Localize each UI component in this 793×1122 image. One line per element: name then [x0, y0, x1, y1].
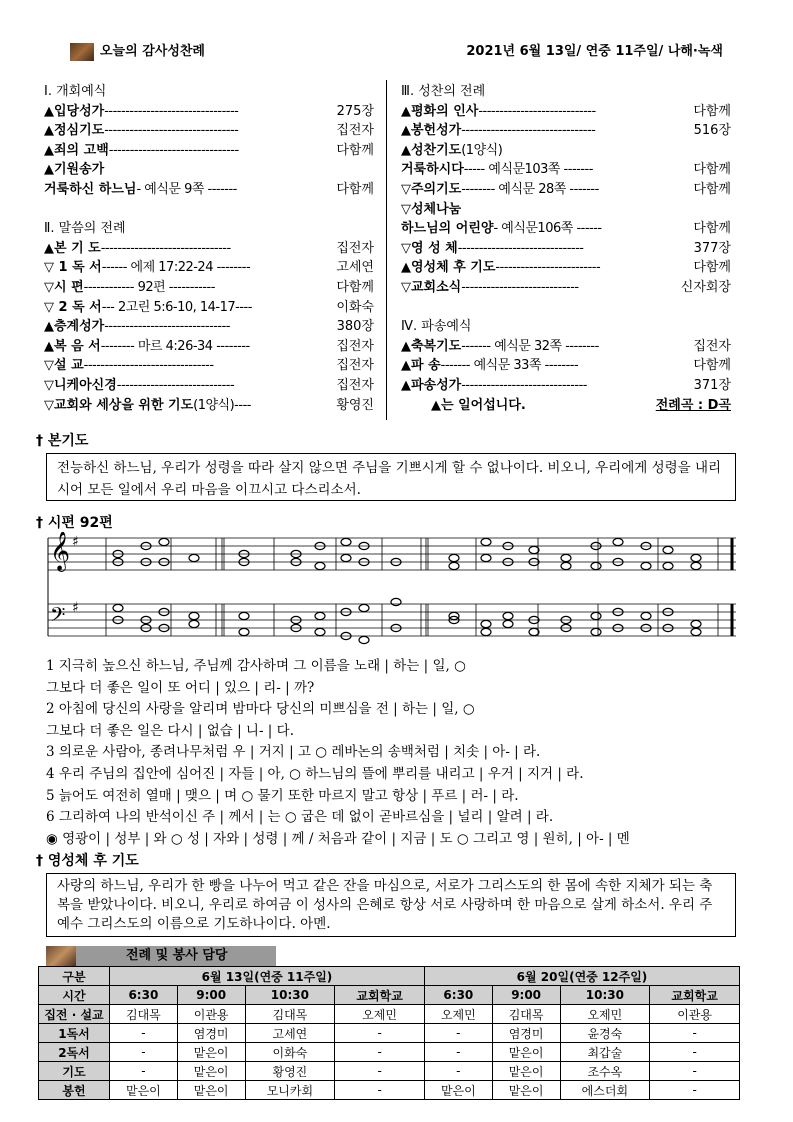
service-item-value: 집전자 [336, 338, 374, 354]
service-item-value: 집전자 [336, 240, 374, 256]
header-date-info: 2021년 6월 13일/ 연중 11주일/ 나해·녹색 [466, 44, 723, 59]
service-item [401, 200, 731, 220]
table-cell: - [110, 1024, 178, 1043]
table-cell: 맡은이 [492, 1062, 560, 1081]
note-head [341, 554, 351, 561]
service-item-label: ▲정심기도 [44, 123, 105, 139]
page-header [70, 40, 723, 62]
note-head [315, 562, 325, 569]
service-item-label: ▲봉헌성가 [401, 123, 462, 139]
service-item-detail: ------------------------------ [457, 240, 584, 256]
table-cell: 맡은이 [492, 1043, 560, 1062]
service-item [401, 376, 731, 396]
service-item-value: 275장 [336, 103, 374, 119]
note-head [359, 604, 369, 611]
service-item-label: ▲파송성가 [401, 377, 462, 393]
note-head [691, 562, 701, 569]
service-item-detail: ------------------------------- [83, 358, 214, 374]
note-head [481, 620, 491, 627]
service-item-detail: ------------------------- [495, 260, 601, 276]
service-item-label: ▲죄의 고백 [44, 142, 109, 158]
table-cell: 오제민 [335, 1005, 425, 1024]
service-item-value: 다함께 [693, 260, 731, 276]
service-item-detail: ------- 예식문 32쪽 -------- [461, 338, 599, 354]
service-item-value: 다함께 [336, 142, 374, 158]
table-cell: 이화숙 [245, 1043, 335, 1062]
table-cell: - [335, 1062, 425, 1081]
service-item-detail: ---------------------------- [461, 279, 579, 295]
header-title: 오늘의 감사성찬례 [100, 44, 205, 59]
sharp-sign-icon: ♯ [72, 600, 79, 616]
service-item-label: ▲입당성가 [44, 103, 105, 119]
note-head [239, 612, 249, 619]
table-time-cell: 9:00 [492, 986, 560, 1005]
service-item-label: 하느님의 어린양 [401, 221, 494, 237]
collect-text: 전능하신 하느님, 우리가 성령을 따라 살지 않으면 주님을 기쁘시게 할 수 없나이다. 비오니, 우리에게 성령을 내리시어 모든 일에서 우리 마음을 이끄시고 다스리소서. [46, 453, 736, 501]
order-of-service-left [44, 82, 374, 415]
note-head [189, 554, 199, 561]
table-cell: 김대목 [492, 1005, 560, 1024]
service-item-label: 거룩하시다 [401, 162, 464, 178]
psalm-verse-line: 그보다 더 좋은 일은 다시 | 없습 | 니- | 다. [46, 722, 294, 739]
service-item [401, 337, 731, 357]
service-item-label: ▲파 송 [401, 358, 441, 374]
service-item-value: 다함께 [693, 358, 731, 374]
service-item-label: ▲복 음 서 [44, 338, 101, 354]
note-head [449, 554, 459, 561]
service-item [401, 160, 731, 180]
service-item [401, 239, 731, 259]
table-cell: 김대목 [245, 1005, 335, 1024]
table-cell: 염경미 [492, 1024, 560, 1043]
note-head [529, 546, 539, 553]
service-item [401, 141, 731, 161]
service-item-detail: ------------------------------ [461, 377, 587, 393]
service-item [44, 298, 374, 318]
table-time-cell: 6:30 [110, 986, 178, 1005]
sharp-sign-icon: ♯ [72, 534, 79, 550]
service-item [401, 121, 731, 141]
service-item-label: ▽니케아신경 [44, 377, 117, 393]
service-item-detail: (1양식) [461, 142, 503, 158]
service-item-value: 371장 [693, 377, 731, 393]
note-head [663, 546, 673, 553]
note-head [315, 628, 325, 635]
table-cell: 에스더회 [560, 1081, 650, 1100]
service-item-detail: -------------------------------- [104, 123, 239, 139]
table-time-cell: 10:30 [245, 986, 335, 1005]
psalm-verse-line: 6 그리하여 나의 반석이신 주 | 께서 | 는 ○ 굽은 데 없이 곧바르심을 | 널리 | 알려 | 라. [46, 809, 554, 826]
table-cell: 맡은이 [177, 1081, 245, 1100]
note-head [591, 562, 601, 569]
table-header-group: 구분 [39, 967, 110, 986]
service-item-detail: ---------------------------- [116, 377, 235, 393]
note-head [591, 612, 601, 619]
table-cell: 염경미 [177, 1024, 245, 1043]
service-item-detail: ------------------------------- [100, 240, 231, 256]
service-item-label: ▲축복기도 [401, 338, 462, 354]
service-item [401, 219, 731, 239]
table-cell: 맡은이 [177, 1043, 245, 1062]
table-cell: - [424, 1043, 492, 1062]
table-cell: - [424, 1024, 492, 1043]
service-item [44, 278, 374, 298]
service-item [44, 160, 374, 180]
psalm-chant-score [46, 532, 738, 648]
table-cell: 모니카회 [245, 1081, 335, 1100]
service-item-label: ▽ 2 독 서 [44, 299, 102, 315]
table-row [39, 1062, 740, 1081]
note-head [613, 538, 623, 545]
table-cell: 오제민 [424, 1005, 492, 1024]
service-item-label: ▲영성체 후 기도 [401, 260, 496, 276]
note-head [503, 620, 513, 627]
psalm-verse-line: 1 지극히 높으신 하느님, 주님께 감사하며 그 이름을 노래 | 하는 | 일, ○ [46, 658, 466, 674]
service-item [44, 141, 374, 161]
service-item-detail: --- 2고린 5:6-10, 14-17---- [101, 299, 252, 315]
note-head [641, 612, 651, 619]
note-head [189, 620, 199, 627]
table-row [39, 1024, 740, 1043]
service-item-value: 고세연 [336, 260, 374, 276]
note-head [315, 612, 325, 619]
service-item [401, 102, 731, 122]
service-item-label: ▽영 성 체 [401, 240, 458, 256]
service-item-label: ▽설 교 [44, 358, 84, 374]
table-time-cell: 9:00 [177, 986, 245, 1005]
table-time-label: 시간 [39, 986, 110, 1005]
service-item-value: 다함께 [336, 279, 374, 295]
table-cell: - [650, 1024, 740, 1043]
header-left [70, 40, 205, 61]
table-cell: 맡은이 [492, 1081, 560, 1100]
service-item [44, 180, 374, 200]
note-head [691, 620, 701, 627]
note-head [503, 612, 513, 619]
service-item-value: 377장 [693, 240, 731, 256]
table-cell: 이관용 [177, 1005, 245, 1024]
service-item [44, 258, 374, 278]
table-cell: - [110, 1043, 178, 1062]
psalm-verse-line: 5 늙어도 여전히 열매 | 맺으 | 며 ○ 물기 또한 마르지 말고 항상 | 푸르 | 러- | 라. [46, 787, 519, 804]
table-cell: 맡은이 [177, 1062, 245, 1081]
note-head [663, 562, 673, 569]
table-time-cell: 6:30 [424, 986, 492, 1005]
table-cell: 고세연 [245, 1024, 335, 1043]
prelude-label: 전례곡 : D곡 [655, 397, 731, 413]
service-item [44, 102, 374, 122]
table-header-week2: 6월 20일(연중 12주일) [424, 967, 739, 986]
service-item-value: 신자회장 [680, 279, 731, 295]
service-item-value: 집전자 [336, 123, 374, 139]
service-item-detail: ------------ 92편 ----------- [83, 279, 215, 295]
service-item-label: ▲층계성가 [44, 319, 105, 335]
table-cell: - [650, 1043, 740, 1062]
table-row-label: 기도 [39, 1062, 110, 1081]
service-item-label: ▲평화의 인사 [401, 103, 479, 119]
service-item-label: ▽성체나눔 [401, 201, 462, 217]
note-head [529, 628, 539, 635]
service-item [44, 356, 374, 376]
service-item-label: ▽주의기도 [401, 181, 462, 197]
psalm-verse-line: 4 우리 주님의 집안에 심어진 | 자들 | 아, ○ 하느님의 뜰에 뿌리를 내리고 | 우거 | 지거 | 라. [46, 765, 584, 782]
service-item-detail: - 예식문106쪽 ------ [493, 221, 602, 237]
note-head [691, 554, 701, 561]
table-row-label: 1독서 [39, 1024, 110, 1043]
service-item-detail: ---------------------------- [478, 103, 596, 119]
table-cell: 최갑술 [560, 1043, 650, 1062]
psalm-verse-line: ◉ 영광이 | 성부 | 와 ○ 성 | 자와 | 성령 | 께 / 처음과 같이 | 지금 | 도 ○ 그리고 영 | 원히, | 아- | 멘 [46, 830, 630, 847]
service-item-detail: ------ 에제 17:22-24 -------- [101, 260, 251, 276]
service-item-label: ▲기원송가 [44, 162, 105, 178]
table-cell: - [335, 1081, 425, 1100]
service-item-detail: - 예식문 9쪽 ------- [136, 181, 237, 197]
service-item-label: ▽교회소식 [401, 279, 462, 295]
table-cell: 맡은이 [110, 1081, 178, 1100]
service-item-value: 집전자 [336, 358, 374, 374]
service-item-value: 황영진 [336, 397, 374, 413]
service-item-value: 다함께 [693, 162, 731, 178]
service-item [401, 278, 731, 298]
psalm-verse-line: 3 의로운 사람아, 종려나무처럼 우 | 거지 | 고 ○ 레바논의 송백처럼 | 치솟 | 아- | 라. [46, 744, 541, 761]
service-item-label: ▲본 기 도 [44, 240, 101, 256]
standing-note [401, 396, 731, 416]
note-head [481, 538, 491, 545]
psalm-verse-line: 2 아침에 당신의 사랑을 알리며 밤마다 당신의 미쁘심을 전 | 하는 | 일, ○ [46, 701, 475, 718]
treble-clef-icon: 𝄞 [50, 532, 71, 571]
note-head [561, 562, 571, 569]
service-item [401, 356, 731, 376]
duty-table-title: 전례 및 봉사 담당 [126, 948, 228, 963]
table-cell: 맡은이 [424, 1081, 492, 1100]
service-item-label: ▽시 편 [44, 279, 84, 295]
service-item-detail: ------------------------------ [104, 319, 230, 335]
church-logo-icon [70, 43, 94, 61]
service-item-value: 다함께 [693, 221, 731, 237]
service-item-value: 516장 [693, 123, 731, 139]
service-item-detail: -------------------------------- [461, 123, 596, 139]
standing-note-text: ▲는 일어섭니다. [431, 397, 526, 413]
table-cell: - [335, 1043, 425, 1062]
note-head [561, 554, 571, 561]
section-title: Ⅱ. 말씀의 전례 [44, 221, 126, 237]
service-item-detail: -------- 마르 4:26-34 -------- [100, 338, 250, 354]
service-item [401, 258, 731, 278]
column-divider [386, 80, 387, 420]
note-head [341, 538, 351, 545]
service-item-detail: ------- 예식문 33쪽 -------- [440, 358, 579, 374]
service-item-label: ▲성찬기도 [401, 142, 462, 158]
table-row-label: 집전 · 설교 [39, 1005, 110, 1024]
service-item-value: 이화숙 [336, 299, 374, 315]
service-item-label: ▽교회와 세상을 위한 기도 [44, 397, 194, 413]
note-head [239, 628, 249, 635]
table-cell: 오제민 [560, 1005, 650, 1024]
service-item-detail [104, 160, 374, 180]
table-cell: - [424, 1062, 492, 1081]
duty-table-title-bar [46, 946, 276, 966]
postcommunion-heading: † 영성체 후 기도 [36, 853, 139, 869]
section-title: Ⅳ. 파송예식 [401, 319, 472, 335]
service-item [44, 337, 374, 357]
bass-clef-icon: 𝄢 [50, 603, 66, 631]
table-cell: 윤경숙 [560, 1024, 650, 1043]
service-item-value: 380장 [336, 319, 374, 335]
note-head [691, 628, 701, 635]
service-item-value: 집전자 [336, 377, 374, 393]
table-cell: - [335, 1024, 425, 1043]
note-head [391, 598, 401, 605]
service-item-value: 다함께 [336, 181, 374, 197]
note-head [591, 628, 601, 635]
psalm-heading: † 시편 92편 [36, 515, 113, 531]
note-head [481, 628, 491, 635]
table-cell: - [650, 1062, 740, 1081]
service-item [44, 121, 374, 141]
service-item [44, 239, 374, 259]
order-of-service-right [401, 82, 731, 415]
service-item [401, 180, 731, 200]
table-time-cell: 교회학교 [335, 986, 425, 1005]
table-row-label: 봉헌 [39, 1081, 110, 1100]
service-item-value: 집전자 [693, 338, 731, 354]
service-item-label: 거룩하신 하느님 [44, 181, 137, 197]
collect-heading: † 본기도 [36, 433, 89, 449]
service-item [44, 396, 374, 416]
table-cell: - [110, 1062, 178, 1081]
service-item-value: 다함께 [693, 181, 731, 197]
table-time-cell: 교회학교 [650, 986, 740, 1005]
table-row [39, 1081, 740, 1100]
postcommunion-text: 사랑의 하느님, 우리가 한 빵을 나누어 먹고 같은 잔을 마심으로, 서로가 그리스도의 한 몸에 속한 지체가 되는 축복을 받았나이다. 비오니, 우리로 하여금 이 성사의 은혜로 항상 서로 사랑하며 한 마음으로 살게 하소서. 우리 주 예수 그리스도의 이름으로 기도하나이다. 아멘. [46, 873, 736, 937]
service-item-detail: ----- 예식문103쪽 ------- [463, 162, 593, 178]
service-item-detail: (1양식)---- [193, 397, 251, 413]
note-head [481, 554, 491, 561]
table-cell: 조수옥 [560, 1062, 650, 1081]
table-cell: 황영진 [245, 1062, 335, 1081]
psalm-verse-line: 그보다 더 좋은 일이 또 어디 | 있으 | 리- | 까? [46, 679, 315, 696]
note-head [449, 562, 459, 569]
service-item-label: ▽ 1 독 서 [44, 260, 102, 276]
table-header-week1: 6월 13일(연중 11주일) [110, 967, 425, 986]
section-title: Ⅰ. 개회예식 [44, 84, 107, 99]
service-item-detail: -------- 예식문 28쪽 ------- [461, 181, 599, 197]
service-item-detail [461, 200, 731, 220]
note-head [113, 604, 123, 611]
table-cell: 김대목 [110, 1005, 178, 1024]
psalm-verses [46, 656, 746, 850]
altar-photo-icon [46, 946, 76, 966]
table-row-label: 2독서 [39, 1043, 110, 1062]
service-item-value: 다함께 [693, 103, 731, 119]
table-cell: - [650, 1081, 740, 1100]
note-head [359, 636, 369, 643]
table-cell: 이관용 [650, 1005, 740, 1024]
service-item-detail: -------------------------------- [104, 103, 239, 119]
note-head [159, 538, 169, 545]
note-head [189, 612, 199, 619]
duty-table [38, 966, 740, 1100]
service-item [44, 376, 374, 396]
table-row [39, 1005, 740, 1024]
section-title: Ⅲ. 성찬의 전례 [401, 84, 486, 99]
service-item-detail: ------------------------------- [108, 142, 239, 158]
table-time-cell: 10:30 [560, 986, 650, 1005]
table-row [39, 1043, 740, 1062]
note-head [641, 562, 651, 569]
service-item [44, 317, 374, 337]
